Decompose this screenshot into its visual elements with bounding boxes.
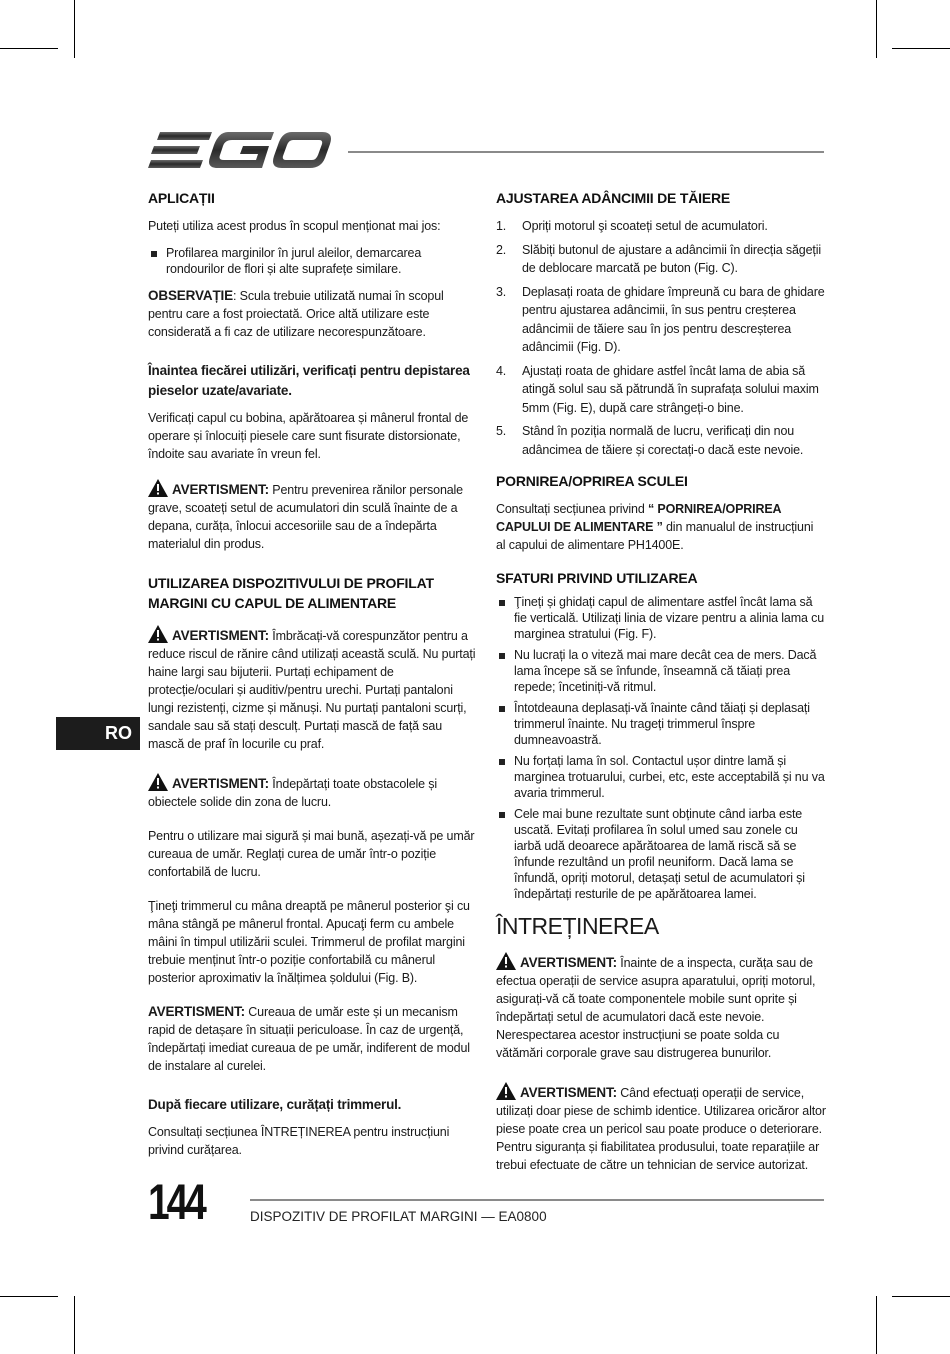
list-item: Profilarea marginilor în jurul aleilor, demarcarea rondourilor de flori și alte suprafețe similare. [148,245,476,277]
header-rule [348,151,824,153]
inspect-paragraph: Verificați capul cu bobina, apărătoarea și mânerul frontal de operare și înlocuiți piesele care sunt fisurate distorsionate, îndoite sau avariate în vreun fel. [148,411,469,461]
after-use-heading: După fiecare utilizare, curățați trimmerul. [148,1097,402,1112]
warning-paragraph: AVERTISMENT: Îmbrăcați-vă corespunzător pentru a reduce riscul de rănire când utilizați această sculă. Nu purtați haine largi sau bijuterii. Purtați echipament de protecție/oculari și auditiv/pentru urechi. Purtați pantaloni lungi rezistenți, cizme și mănuși. Nu purtați pantaloni scurți, sandale sau să stați desculț. Purtați mască de față sau mască de praf în locurile cu praf. [148,625,476,753]
warning-triangle-icon [148,479,168,497]
list-item: 1. Opriți motorul şi scoateți setul de acumulatori. [496,219,768,233]
list-item: Ţineți și ghidați capul de alimentare astfel încât lama să fie verticală. Utilizați linia de vizare pentru a alinia lama cu marginea stratului (Fig. F). [496,594,826,642]
crop-mark [892,48,950,49]
crop-mark [892,1296,950,1297]
footer-rule [250,1199,824,1201]
list-item: 3. Deplasați roata de ghidare împreună cu bara de ghidare pentru ajustarea adâncimii, în sus pentru creșterea adâncimii de tăiere sau în jos pentru descreșterea adâncimii (Fig. D). [496,284,825,354]
start-paragraph: Consultați secțiunea privind “ PORNIREA/OPRIREA CAPULUI DE ALIMENTARE ” din manualul de instrucțiuni al capului de alimentare PH1400E. [496,502,814,552]
crop-mark [0,48,58,49]
strap-paragraph: Pentru o utilizare mai sigură și mai bună, așezați-vă pe umăr cureaua de umăr. Reglați curea de umăr într-o poziție confortabilă de lucru. [148,829,475,879]
warning-triangle-icon [496,952,516,970]
list-item: 4. Ajustați roata de ghidare astfel încât lama de abia să atingă solul sau să pătrundă în suprafața solului maxim 5mm (Fig. E), după care strângeți-o bine. [496,363,819,415]
list-item: 5. Stând în poziția normală de lucru, verificați din nou adâncimea de tăiere și corectați-o dacă este nevoie. [496,424,804,457]
hold-paragraph: Ţineţi trimmerul cu mâna dreaptă pe mânerul posterior şi cu mâna stângă pe mânerul frontal. Apucaţi ferm cu ambele mâini în timpul utilizării sculei. Trimmerul de profilat margini trebuie menținut într-o poziție confortabilă cu mânerul posterior aproximativ la înălțimea șoldului (Fig. B). [148,899,470,985]
warning-paragraph: AVERTISMENT: Pentru prevenirea rănilor personale grave, scoateți setul de acumulatori din sculă înainte de a depana, curăța, înlocui accesoriile sau de a îndepărta materialul din produs. [148,479,476,553]
crop-mark [74,1296,75,1354]
crop-mark [74,0,75,58]
warning-triangle-icon [148,625,168,643]
footer-title: DISPOZITIV DE PROFILAT MARGINI — EA0800 [250,1209,547,1224]
section-title-utilizare: UTILIZAREA DISPOZITIVULUI DE PROFILAT MARGINI CU CAPUL DE ALIMENTARE [148,575,434,611]
list-item: 2. Slăbiți butonul de ajustare a adâncimii în direcția săgeții de deblocare marcată pe buton (Fig. C). [496,242,821,275]
section-title-pornire: PORNIREA/OPRIREA SCULEI [496,473,688,489]
left-column [148,188,476,1169]
section-title-ajustare: AJUSTAREA ADÂNCIMII DE TĂIERE [496,190,731,206]
warning-paragraph: AVERTISMENT: Cureaua de umăr este și un mecanism rapid de detașare în situații periculoase. În caz de urgență, îndepărtați imediat cureaua de pe umăr, indiferent de modul de instalare al curelei. [148,1004,470,1073]
bullet-square-icon [499,600,505,606]
warning-triangle-icon [148,773,168,791]
page-number: 144 [148,1174,204,1230]
bullet-square-icon [499,812,505,818]
section-title-intretinerea: ÎNTREȚINEREA [496,913,659,939]
tips-list [496,594,826,902]
crop-mark [0,1296,58,1297]
warning-paragraph: AVERTISMENT: Îndepărtați toate obstacolele și obiectele solide din zona de lucru. [148,773,476,811]
bullet-square-icon [499,653,505,659]
bullet-square-icon [151,251,157,257]
warning-paragraph: AVERTISMENT: Înainte de a inspecta, curăța sau de efectua operații de service asupra aparatului, opriți motorul, asigurați-vă că toate componentele mobile sunt oprite și îndepărtați setul de acumulatori dacă este nevoie. Nerespectarea acestor instrucțiuni se poate solda cu vătămări corporale grave sau distrugerea bunurilor. [496,952,826,1062]
bullet-square-icon [499,759,505,765]
warning-paragraph: AVERTISMENT: Când efectuați operații de service, utilizați doar piese de schimb identice. Utilizarea oricăror altor piese poate crea un pericol sau poate produce o deteriorare. Pentru siguranța și fiabilitatea produsului, toate reparațiile ar trebui efectuate de către un tehnician de service autorizat. [496,1082,826,1174]
ego-logo [148,128,332,172]
warning-triangle-icon [496,1082,516,1100]
crop-mark [876,0,877,58]
section-title-aplicatii: APLICAȚII [148,190,215,206]
aplicatii-intro: Puteți utiliza acest produs în scopul menționat mai jos: [148,219,441,233]
list-item: Nu forțați lama în sol. Contactul ușor dintre lamă și marginea trotuarului, curbei, etc, este acceptabilă și nu va avaria trimmerul. [496,753,826,801]
after-use-paragraph: Consultați secțiunea ÎNTREȚINEREA pentru instrucțiuni privind curățarea. [148,1125,450,1157]
right-column [496,188,826,1184]
crop-mark [876,1296,877,1354]
section-title-sfaturi: SFATURI PRIVIND UTILIZAREA [496,570,698,586]
adjust-steps-list [496,217,826,459]
inspect-heading: Înaintea fiecărei utilizări, verificați pentru depistarea pieselor uzate/avariate. [148,363,470,398]
list-item: Nu lucrați la o viteză mai mare decât cea de mers. Dacă lama începe să se înfunde, înseamnă că tăiați prea repede; încetiniți-vă ritmul. [496,647,826,695]
language-tab: RO [56,717,140,750]
aplicatii-list [148,245,476,277]
bullet-square-icon [499,706,505,712]
list-item: Întotdeauna deplasați-vă înainte când tăiați și deplasați trimmerul înainte. Nu trageți trimmerul înspre dumneavoastră. [496,700,826,748]
list-item: Cele mai bune rezultate sunt obținute când iarba este uscată. Evitați profilarea în solul umed sau zonele cu iarbă udă deoarece apărătoarea de lamă riscă să se înfunde rezultând un profil neuniform. Dacă lama se înfundă, opriți motorul, detașați setul de acumulatori și îndepărtați resturile de pe apărătoarea lamei. [496,806,826,902]
observatie-paragraph: OBSERVAȚIE: Scula trebuie utilizată numai în scopul pentru care a fost proiectată. Orice altă utilizare este considerată a fi caz de utilizare necorespunzătoare. [148,288,444,339]
